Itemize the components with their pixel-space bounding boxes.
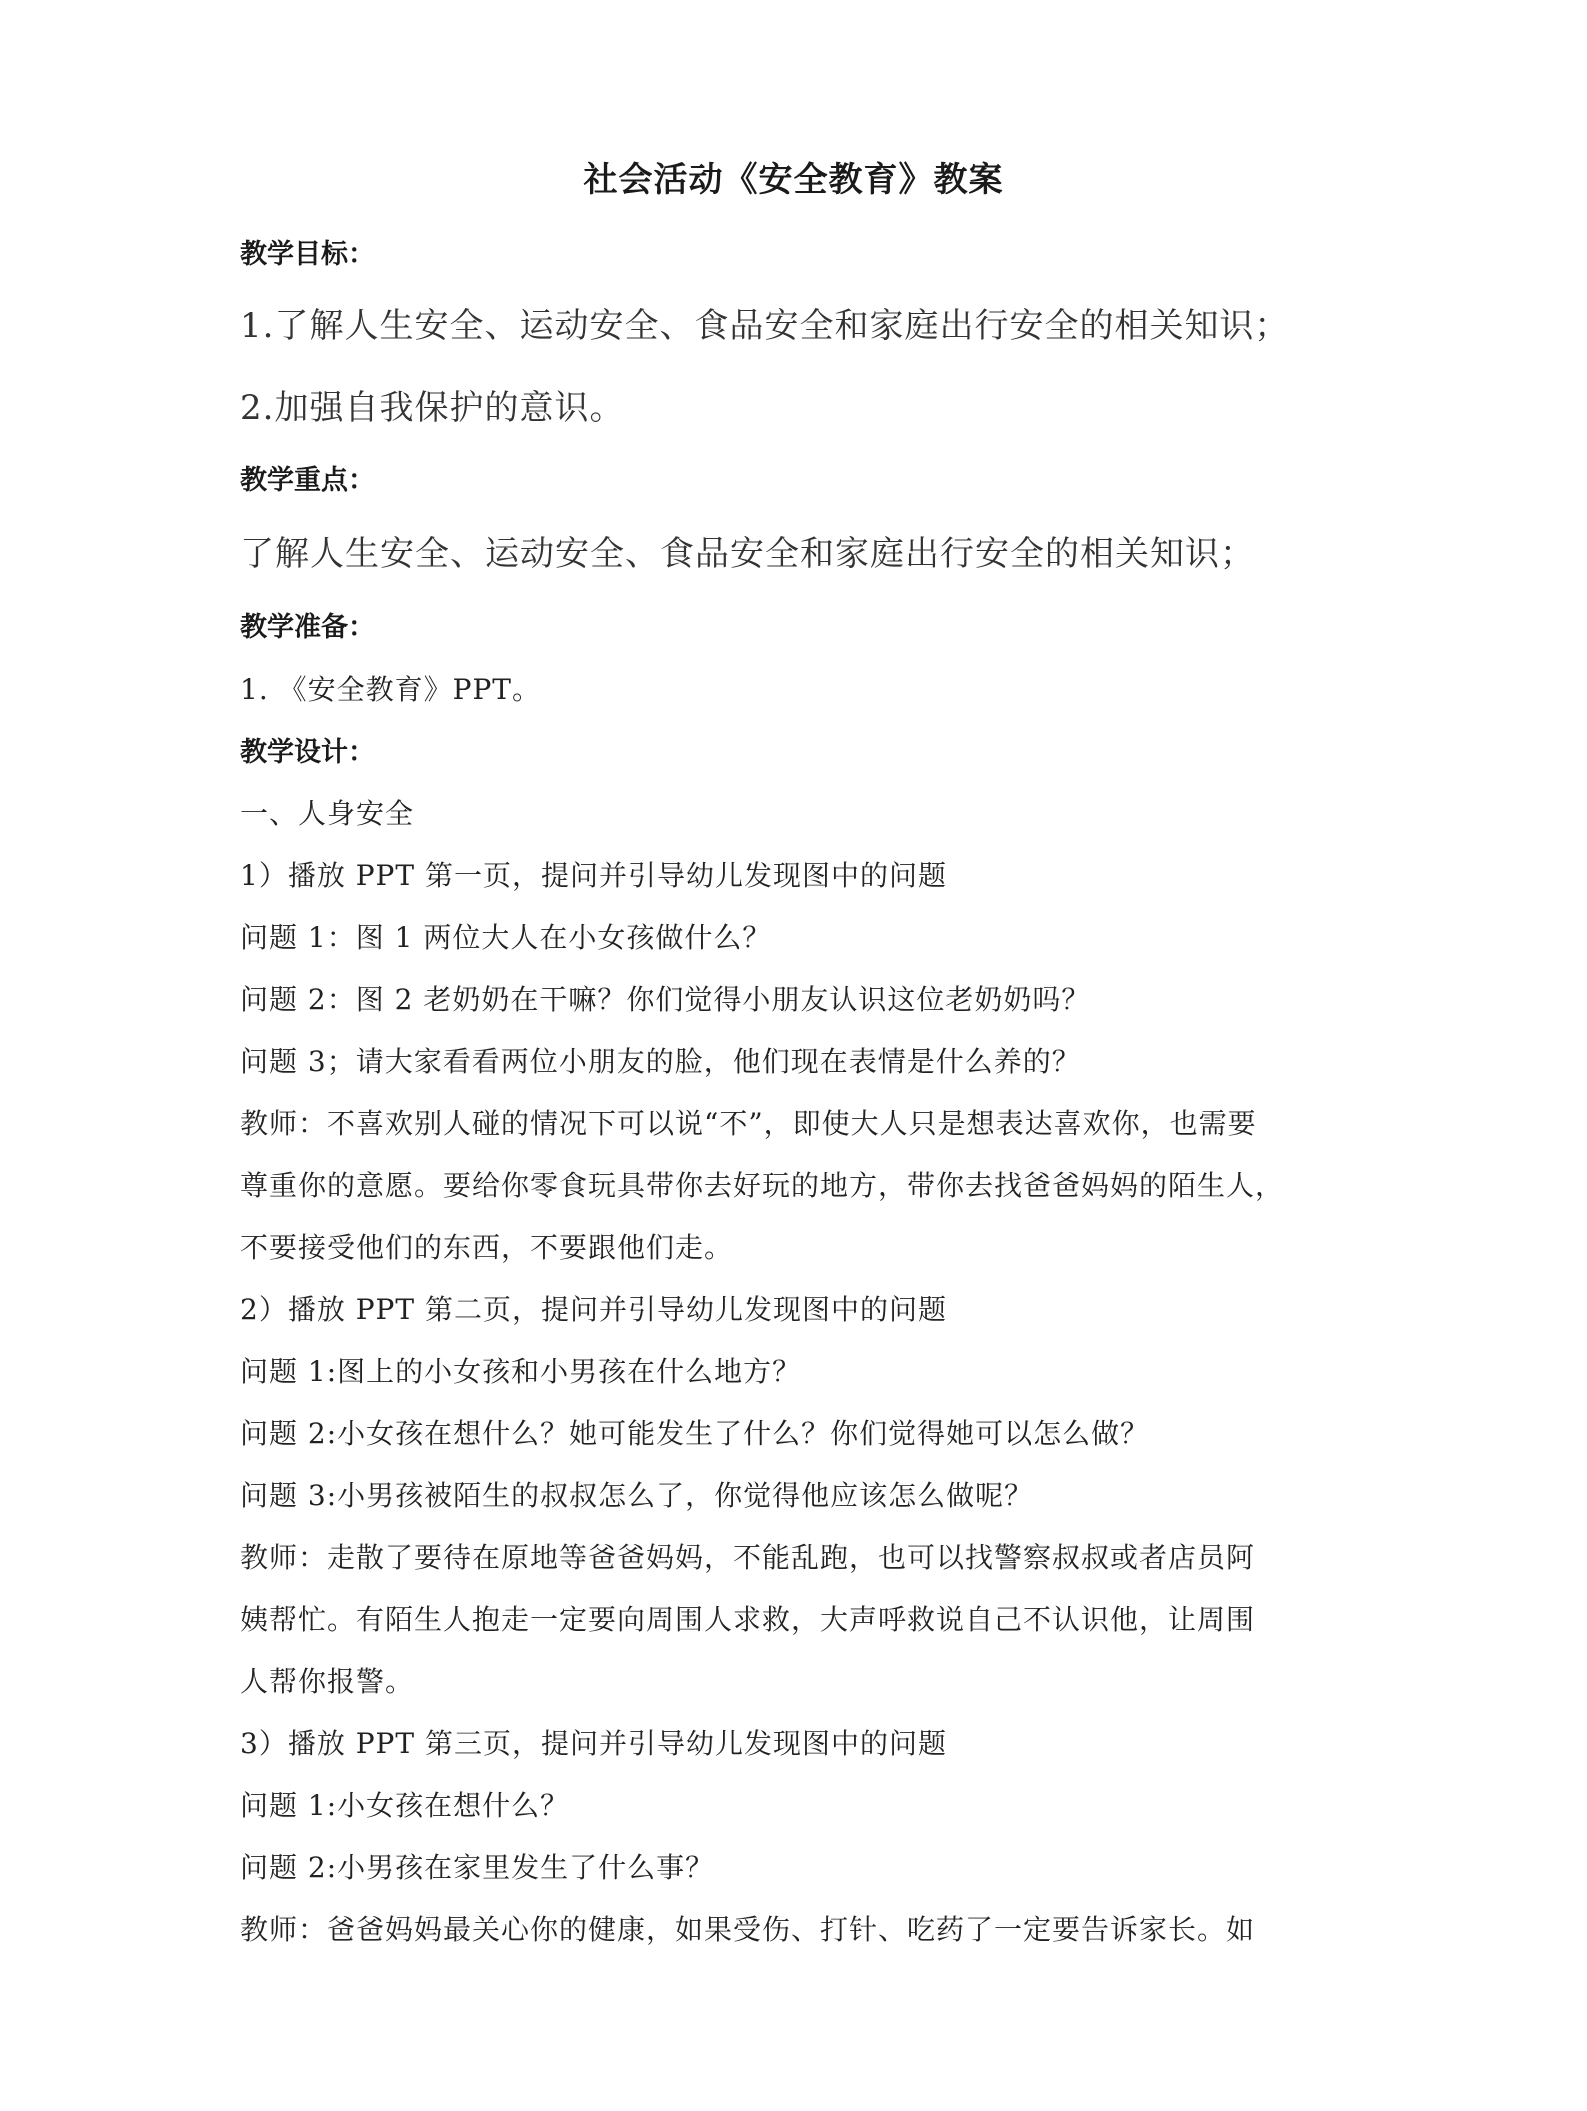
step-line: 2）播放 PPT 第二页，提问并引导幼儿发现图中的问题 xyxy=(240,1293,947,1326)
question-line: 问题 3；请大家看看两位小朋友的脸，他们现在表情是什么养的？ xyxy=(240,1045,1081,1078)
part1-title: 一、人身安全 xyxy=(240,797,415,830)
question-line: 问题 2：图 2 老奶奶在干嘛？你们觉得小朋友认识这位老奶奶吗？ xyxy=(240,983,1091,1016)
question-line: 问题 3:小男孩被陌生的叔叔怎么了，你觉得他应该怎么做呢？ xyxy=(240,1479,1034,1512)
step-line: 1）播放 PPT 第一页，提问并引导幼儿发现图中的问题 xyxy=(240,859,947,892)
goal-item: 2.加强自我保护的意识。 xyxy=(240,388,625,428)
goal-item: 1.了解人生安全、运动安全、食品安全和家庭出行安全的相关知识； xyxy=(240,306,1290,346)
goals-heading: 教学目标： xyxy=(240,239,375,270)
document-title: 社会活动《安全教育》教案 xyxy=(583,160,1004,200)
teacher-line: 教师：爸爸妈妈最关心你的健康，如果受伤、打针、吃药了一定要告诉家长。如 xyxy=(240,1913,1256,1946)
prep-heading: 教学准备： xyxy=(240,612,375,643)
focus-heading: 教学重点： xyxy=(240,465,375,496)
question-line: 问题 1:图上的小女孩和小男孩在什么地方？ xyxy=(240,1355,802,1388)
design-heading: 教学设计： xyxy=(240,737,375,768)
teacher-line: 教师：不喜欢别人碰的情况下可以说“不”，即使大人只是想表达喜欢你，也需要 xyxy=(240,1107,1257,1140)
teacher-line: 姨帮忙。有陌生人抱走一定要向周围人求救，大声呼救说自己不认识他，让周围 xyxy=(240,1603,1256,1636)
focus-text: 了解人生安全、运动安全、食品安全和家庭出行安全的相关知识； xyxy=(240,534,1255,574)
step-line: 3）播放 PPT 第三页，提问并引导幼儿发现图中的问题 xyxy=(240,1727,947,1760)
prep-text: 1. 《安全教育》PPT。 xyxy=(240,673,541,706)
teacher-line: 人帮你报警。 xyxy=(240,1665,415,1698)
question-line: 问题 2:小女孩在想什么？她可能发生了什么？你们觉得她可以怎么做？ xyxy=(240,1417,1150,1450)
question-line: 问题 1:小女孩在想什么？ xyxy=(240,1789,570,1822)
teacher-line: 教师：走散了要待在原地等爸爸妈妈，不能乱跑，也可以找警察叔叔或者店员阿 xyxy=(240,1541,1256,1574)
teacher-line: 不要接受他们的东西，不要跟他们走。 xyxy=(240,1231,734,1264)
question-line: 问题 2:小男孩在家里发生了什么事？ xyxy=(240,1851,715,1884)
question-line: 问题 1：图 1 两位大人在小女孩做什么？ xyxy=(240,921,772,954)
teacher-line: 尊重你的意愿。要给你零食玩具带你去好玩的地方，带你去找爸爸妈妈的陌生人， xyxy=(240,1169,1285,1202)
